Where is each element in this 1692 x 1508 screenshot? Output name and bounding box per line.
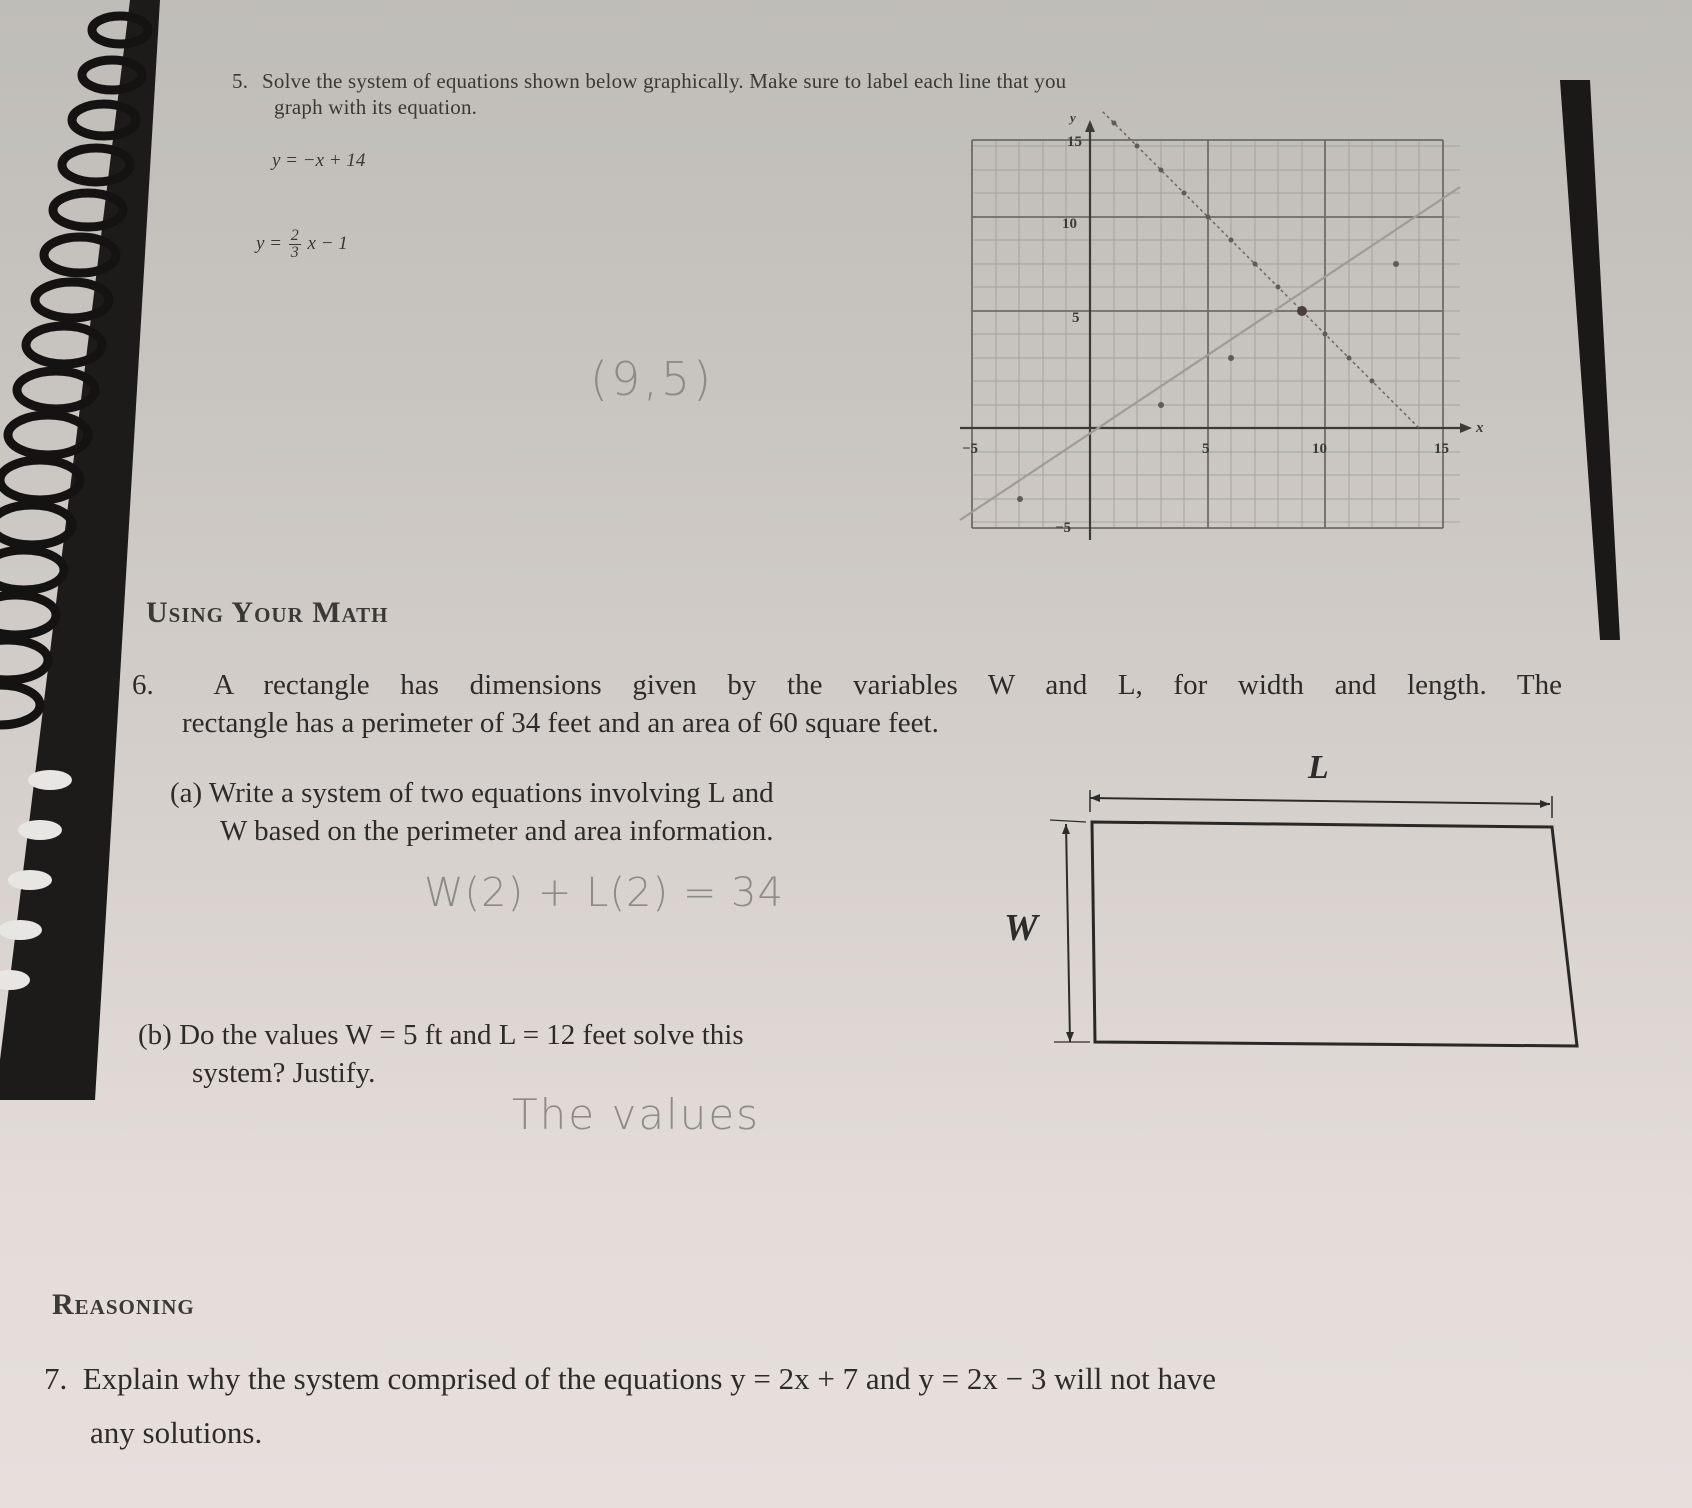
problem-6-prompt: 6. A rectangle has dimensions given by the variables W and L, for width and length. The rectangle has a perimeter of 34 feet and an area of 60 square feet. <box>132 669 1562 739</box>
spiral-binding-icon <box>0 0 170 1100</box>
y-tick-5: 5 <box>1072 310 1080 326</box>
length-label: L <box>1308 749 1329 786</box>
problem-5-prompt: 5. Solve the system of equations shown below graphically. Make sure to label each line that you graph with its equation. <box>232 69 1067 119</box>
rectangle-figure <box>1000 740 1600 1060</box>
binder-edge <box>1560 80 1620 640</box>
x-axis-label: x <box>1476 420 1484 436</box>
problem-5-number: 5. <box>232 69 249 93</box>
x-tick-neg5: −5 <box>962 441 979 457</box>
section-title-using-your-math: Using Your Math <box>146 596 389 629</box>
equation-1: y = −x + 14 <box>272 150 366 171</box>
equation-2: y = $\frac{2}{3}$ x − 1 <box>256 227 348 261</box>
y-tick-10: 10 <box>1062 216 1077 232</box>
handwritten-answer-5: (9,5) <box>590 352 715 406</box>
x-tick-10: 10 <box>1312 441 1327 457</box>
x-tick-5: 5 <box>1202 441 1210 457</box>
handwritten-answer-6a: W(2) + L(2) = 34 <box>424 870 784 916</box>
fraction: $\frac{2}{3}$ <box>290 227 299 261</box>
x-tick-15: 15 <box>1434 441 1449 457</box>
y-tick-15: 15 <box>1067 134 1082 150</box>
coordinate-graph <box>940 110 1500 550</box>
handwritten-answer-6b: The values <box>512 1090 761 1139</box>
problem-7-prompt: 7. Explain why the system comprised of the equations y = 2x + 7 and y = 2x − 3 will not have any solutions. <box>44 1361 1216 1450</box>
y-tick-neg5: −5 <box>1055 520 1072 536</box>
width-label: W <box>1004 907 1038 949</box>
section-title-reasoning: Reasoning <box>52 1288 195 1321</box>
problem-6b: (b) Do the values W = 5 ft and L = 12 feet solve this system? Justify. <box>138 1019 744 1089</box>
problem-6a: (a) Write a system of two equations involving L and W based on the perimeter and area information. <box>170 777 774 847</box>
y-axis-label: y <box>1070 110 1076 125</box>
